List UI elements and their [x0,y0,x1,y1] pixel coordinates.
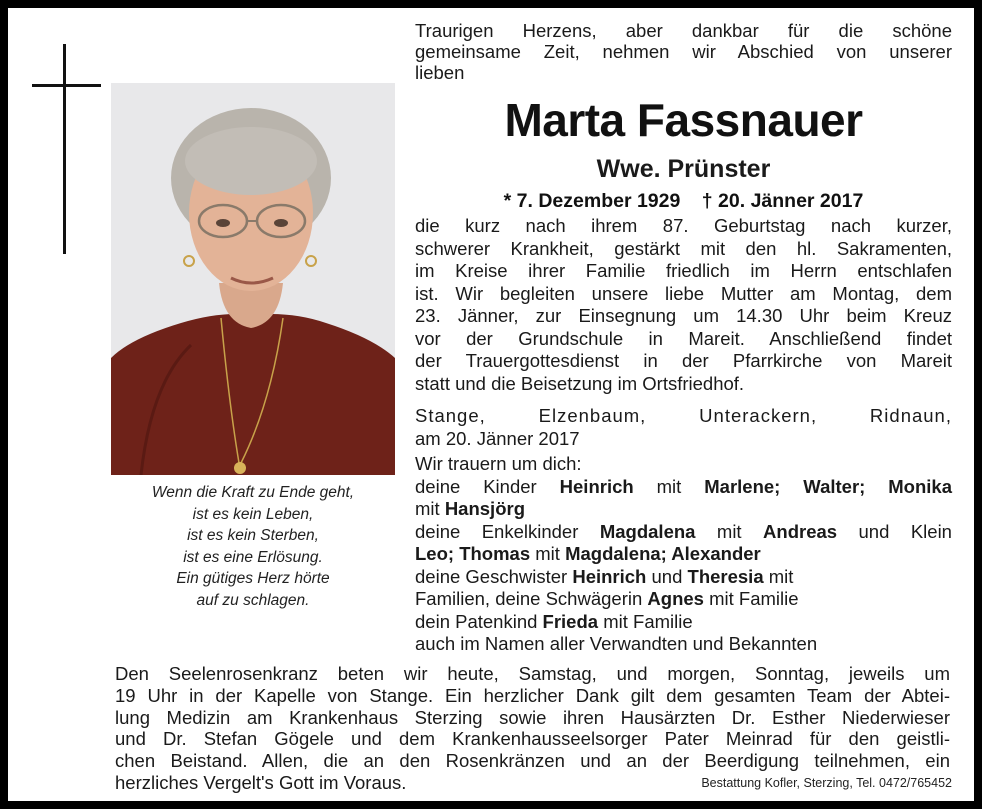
body-line: der Trauergottesdienst in der Pfarrkirche von Mareit [415,350,952,371]
text: deine Kinder [415,475,560,497]
date-line: am 20. Jänner 2017 [415,427,580,449]
text: und [646,565,688,587]
name: Hansjörg [444,498,525,519]
mourners-row [415,498,952,521]
birth-date: * 7. Dezember 1929 [503,190,681,212]
text: Familien, deine Schwägerin [415,588,648,609]
cross-icon-bar [32,84,101,87]
verse-line: ist es eine Erlösung. [183,548,323,566]
intro-line: gemeinsame Zeit, nehmen wir Abschied von unserer [415,41,952,62]
name: Marlene; Walter; Monika [704,475,952,497]
verse-line: auf zu schlagen. [196,591,310,609]
body-line: die kurz nach ihrem 87. Geburtstag nach kurzer, [415,215,952,236]
body-text [415,215,952,395]
text: mit [633,475,705,497]
body-line: 23. Jänner, zur Einsegnung um 14.30 Uhr beim Kreuz [415,305,952,326]
text: mit Familie [703,588,799,609]
intro-text [415,20,952,83]
funeral-home-credit: Bestattung Kofler, Sterzing, Tel. 0472/765452 [701,776,952,790]
portrait-photo [111,83,395,475]
intro-line: Traurigen Herzens, aber dankbar für die schöne [415,20,952,41]
closing-line: 19 Uhr in der Kapelle von Stange. Ein herzlicher Dank gilt dem gesamten Team der Abtei- [115,684,950,706]
death-date: † 20. Jänner 2017 [701,190,864,212]
verse [111,482,395,611]
mourners-row [415,588,952,611]
body-line: im Kreise ihrer Familie friedlich im Herrn entschlafen [415,260,952,281]
name: Leo; Thomas [415,543,531,564]
body-line: vor der Grundschule in Mareit. Anschließend findet [415,327,952,349]
place-line: Stange, Elzenbaum, Unterackern, Ridnaun, [415,405,952,426]
closing-line: herzliches Vergelt's Gott im Voraus. [115,771,407,793]
mourners-row [415,543,952,566]
name: Heinrich [559,475,634,497]
name: Heinrich [572,565,647,587]
text: mit [695,520,764,542]
widow-name: Wwe. Prünster [596,155,771,183]
place-date [415,405,952,450]
body-line: ist. Wir begleiten unsere liebe Mutter am Montag, dem [415,282,952,304]
mourners-row: auch im Namen aller Verwandten und Bekannten [415,633,818,654]
closing-line: und Dr. Stefan Gögele und dem Krankenhausseelsorger Pater Meinrad für den geistli- [115,728,950,750]
body-line: schwerer Krankheit, gestärkt mit den hl. Sakramenten, [415,237,952,259]
text: deine Enkelkinder [415,520,600,542]
name: Andreas [763,520,838,542]
closing-text [115,663,950,794]
name: Magdalena; Alexander [565,543,761,564]
name: Agnes [647,588,704,609]
verse-line: Wenn die Kraft zu Ende geht, [151,484,355,501]
mourners-title: Wir trauern um dich: [415,453,582,474]
mourners-row [415,521,952,544]
cross-icon [63,44,66,254]
text: deine Geschwister [415,565,573,587]
mourners [415,453,952,656]
text: mit [763,565,794,587]
name: Frieda [542,610,599,632]
text: mit [415,498,445,519]
verse-line: Ein gütiges Herz hörte [176,570,330,587]
verse-line: ist es kein Sterben, [187,527,319,544]
text: mit [530,543,566,564]
mourners-row [415,566,952,589]
text: mit Familie [598,610,693,632]
obituary-card [8,8,974,801]
text: dein Patenkind [415,610,543,632]
name: Magdalena [599,520,696,542]
body-line: statt und die Beisetzung im Ortsfriedhof. [415,372,745,394]
closing-line: lung Medizin am Krankenhaus Sterzing sowie ihren Hausärzten Dr. Esther Niederwieser [115,706,950,728]
closing-line: Den Seelenrosenkranz beten wir heute, Samstag, und morgen, Sonntag, jeweils um [115,663,950,684]
mourners-row [415,476,952,499]
life-dates [415,189,952,213]
deceased-name: Marta Fassnauer [504,94,863,146]
closing-line: chen Beistand. Allen, die an den Rosenkränzen und an der Beerdigung teilnehmen, ein [115,750,950,772]
verse-line: ist es kein Leben, [192,505,314,523]
name: Theresia [687,565,764,587]
text: und Klein [837,520,952,542]
intro-line: lieben [415,62,465,83]
mourners-row [415,611,952,634]
